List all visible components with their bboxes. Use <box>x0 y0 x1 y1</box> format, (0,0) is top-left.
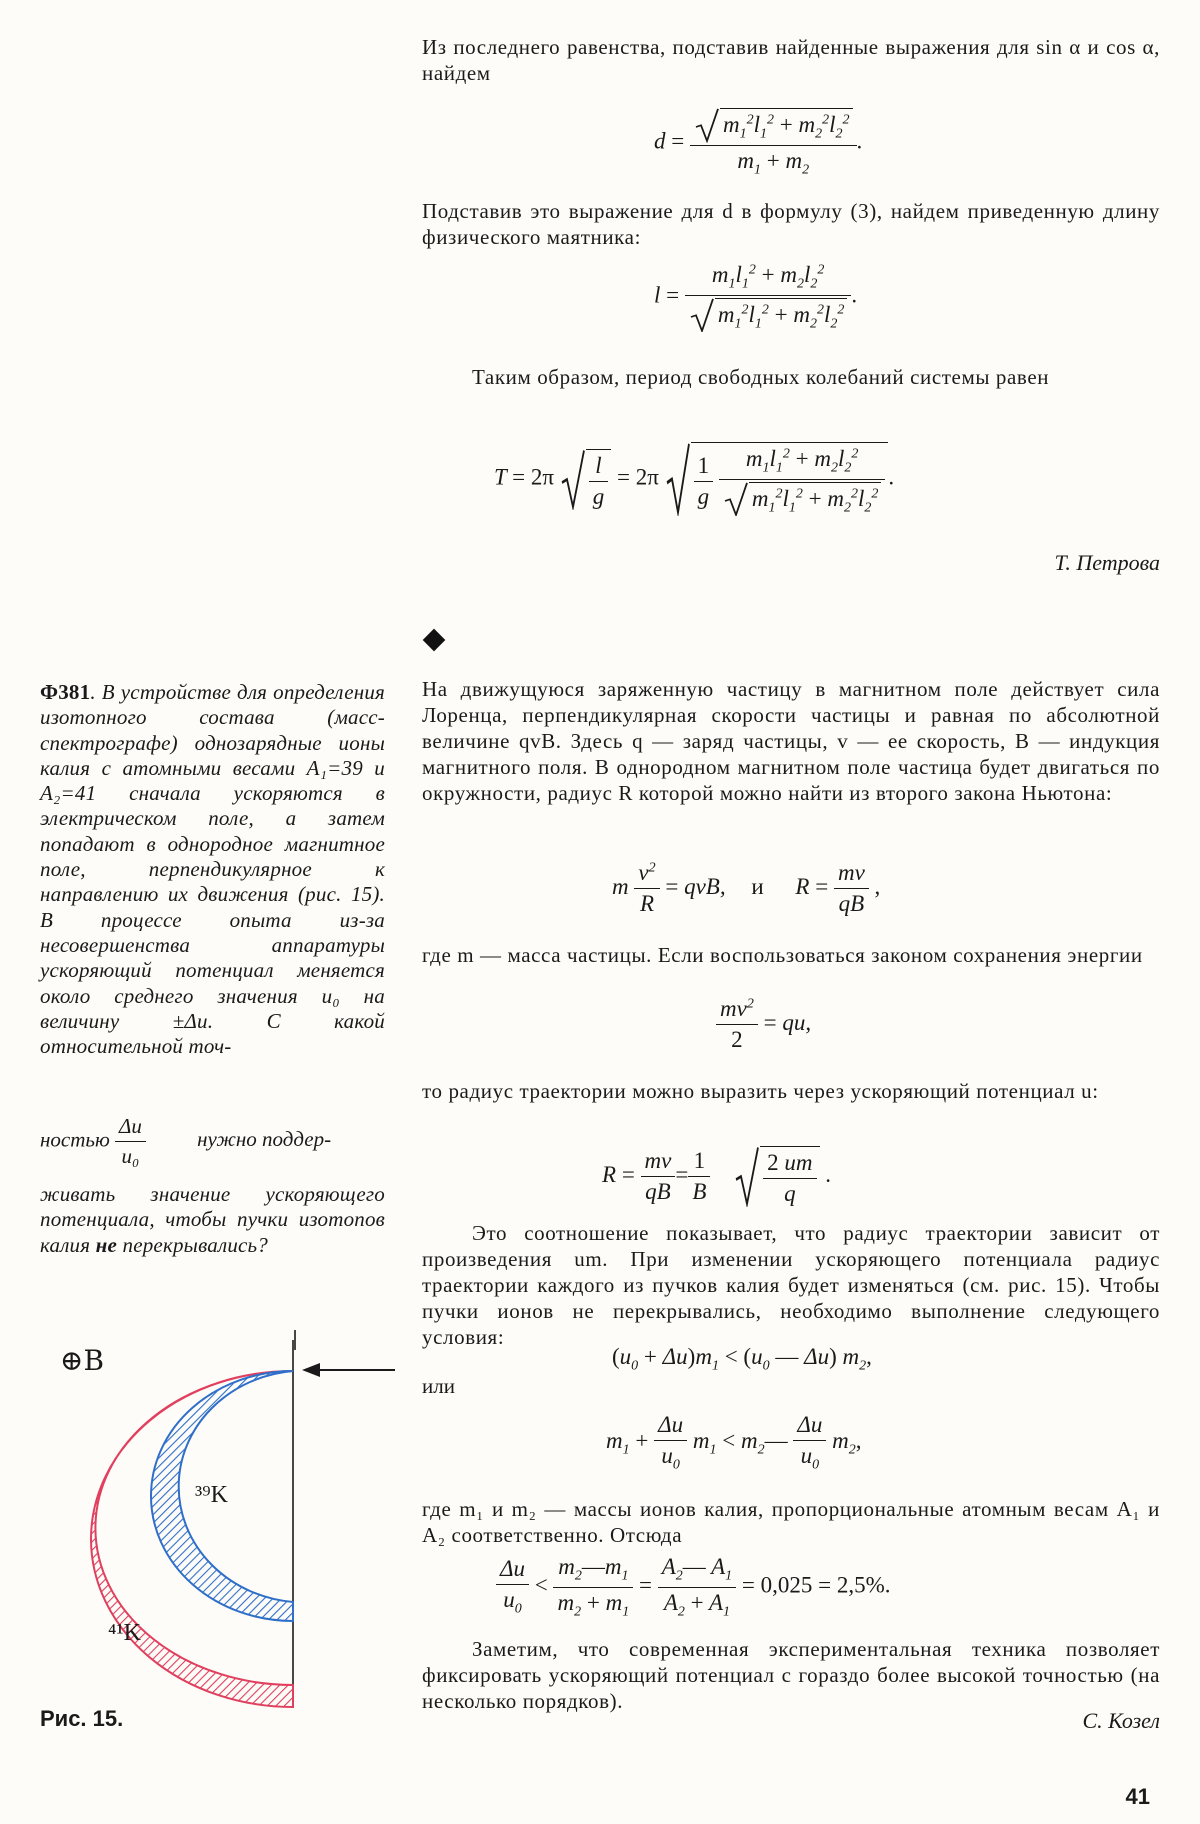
page-number: 41 <box>1125 1784 1150 1809</box>
problem-statement-end <box>40 1182 385 1258</box>
formula-d: d = $\frac{m_1^2l_1^2 + m_2^2l_2^2}{m_1 + m_2}$ . <box>654 108 862 178</box>
problem-statement <box>40 680 385 1059</box>
problem-word-before: ностью <box>40 1127 110 1152</box>
figure-caption: Рис. 15. <box>40 1706 124 1731</box>
problem-text: . В устройстве для определения изотопного состава (масс-спектрографе) однозарядные ионы калия с атомными весами A₁=39 и A₂=41 сначала ускоряются в электрическом поле, а затем попадают в однородное магнитное поле, перпендикулярное к направлению их движения (рис. 15). В процессе опыта из-за несовершенства аппаратуры ускоряющий потенциал меняется около среднего значения u₀ на величину ±Δu. С какой относительной точ- <box>40 680 385 1059</box>
problem-text-last: перекрывались? <box>122 1232 269 1257</box>
result-value: = 0,025 = 2,5%. <box>741 1572 891 1598</box>
formula-condition: $(u_0 + \Delta u)m_1 < (u_0$ — Δu) $m_2$, <box>612 1344 872 1374</box>
and-word: и <box>751 873 764 899</box>
solution-p5: где m₁ и m₂ — массы ионов калия, пропорциональные атомным весам A₁ и A₂ соответственно. Отсюда <box>422 1497 1160 1547</box>
problem-fraction <box>115 1114 146 1169</box>
solution-p3: то радиус траектории можно выразить через ускоряющий потенциал u: <box>422 1079 1099 1103</box>
fraction-numerator: Δu <box>115 1114 146 1142</box>
prev-after-d: Подставив это выражение для d в формулу (3), найдем приведенную длину физического маятника: <box>422 199 1160 249</box>
formula-T: T = 2π $\frac{l}{g}$ = 2π $\frac{1}{g}$ $\frac{m_1l_1^2 + m_2l_2^2}{m_1^2l_1^2 + m_2^2l_2^2}$ . <box>494 442 894 516</box>
solution-author: С. Козел <box>1082 1708 1160 1733</box>
problem-text-end: живать значение ускоряющего потенциала, чтобы пучки изотопов калия <box>40 1182 385 1257</box>
formula-l: l = $\frac{m_1l_1^2 + m_2l_2^2}{m_1^2l_1^2 + m_2^2l_2^2}$ . <box>654 262 858 332</box>
separator-diamond <box>423 629 446 652</box>
solution-p1: На движущуюся заряженную частицу в магнитном поле действует сила Лоренца, перпендикулярная скорости частицы и равная по абсолютной величине qvB. Здесь q — заряд частицы, v — ее скорость, B — индукция магнитного поля. В однородном магнитном поле частица будет двигаться по окружности, радиус R которой можно найти из второго закона Ньютона: <box>422 677 1160 805</box>
formula-energy: $\frac{mv^2}{2}$ = qu, <box>716 996 811 1053</box>
prev-after-l: Таким образом, период свободных колебаний системы равен <box>472 365 1050 389</box>
figure-15 <box>40 1330 400 1710</box>
prev-author: Т. Петрова <box>1054 550 1160 575</box>
formula-result: $\frac{\Delta u}{u_0}$ < $\frac{m_2—m_1}{m_2 + m_1}$ = $\frac{A_2— A_1}{A_2 + A_1}$ = 0,025 = 2,5%. <box>496 1554 891 1620</box>
fraction-denominator: u₀ <box>121 1144 140 1168</box>
formula-radius: R = $\frac{mv}{qB}$ = $\frac{1}{B}$ $\frac{2 um}{q}$ . <box>602 1148 832 1206</box>
problem-number: Ф381 <box>40 680 91 704</box>
field-label: ⊕B <box>60 1344 105 1377</box>
problem-fraction-line <box>40 1114 385 1169</box>
problem-text-not: не <box>95 1232 118 1257</box>
solution-p6: Заметим, что современная экспериментальная техника позволяет фиксировать ускоряющий потенциал с гораздо более высокой точностью (на несколько порядков). <box>422 1637 1160 1713</box>
prev-intro: Из последнего равенства, подставив найденные выражения для sin α и cos α, найдем <box>422 35 1160 85</box>
formula-newton: m $\frac{v^2}{R}$ = qvB, и R = $\frac{mv}{qB}$ , <box>612 860 881 916</box>
solution-p2: где m — масса частицы. Если воспользоваться законом сохранения энергии <box>422 943 1143 967</box>
solution-p4: Это соотношение показывает, что радиус траектории зависит от произведения um. При изменении ускоряющего потенциала радиус траектории каждого из пучков калия будет изменяться (см. рис. 15). Чтобы пучки ионов не перекрывались, необходимо выполнение следующего условия: <box>422 1221 1160 1349</box>
label-39k: ³⁹K <box>195 1482 228 1508</box>
formula-inequality: $m_1$ + $\frac{\Delta u}{u_0}$ $m_1$ < $m_2—$ $\frac{\Delta u}{u_0}$ $m_2$, <box>606 1412 862 1473</box>
or-word: или <box>422 1374 455 1398</box>
problem-word-after: нужно поддер- <box>197 1127 332 1152</box>
label-41k: ⁴¹K <box>108 1620 141 1646</box>
figure-drawing <box>40 1330 400 1710</box>
